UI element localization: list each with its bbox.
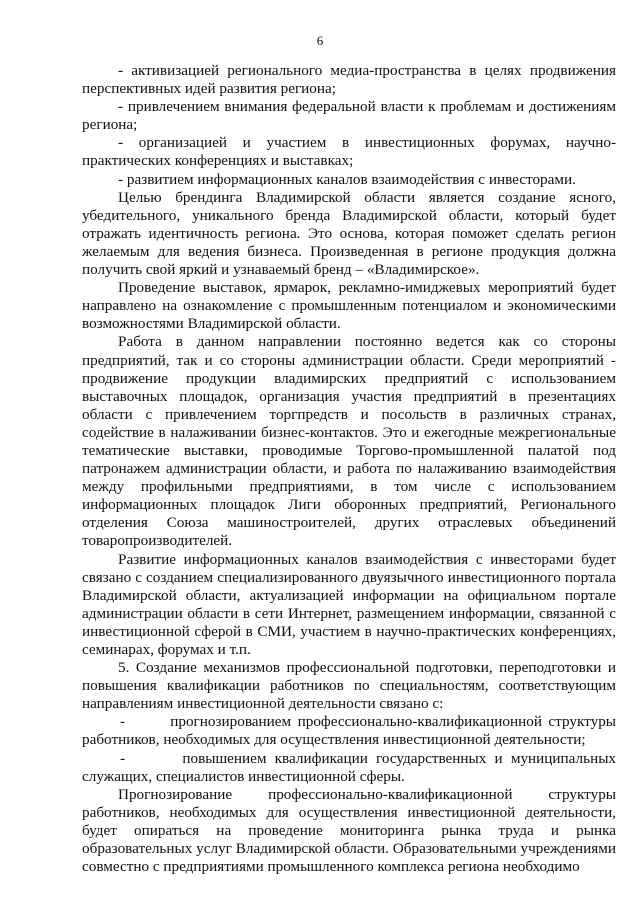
bullet-info-channels: - развитием информационных каналов взаимодействия с инвесторами. bbox=[118, 170, 576, 188]
bullet-media-space: - активизацией регионального медиа-пространства в целях продвижения перспективных идей развития региона; bbox=[82, 62, 616, 98]
bullet-forecasting: - прогнозированием профессионально-квалификационной структуры работников, необходимых для осуществления инвестиционной деятельности; bbox=[82, 713, 616, 749]
paragraph-work-direction: Работа в данном направлении постоянно ведется как со стороны предприятий, так и со стороны администрации области. Среди мероприятий - продвижение продукции владимирских предприятий с использованием выставочных площадок, организация участия предприятий в презентациях области с привлечением торгпредств и посольств в различных странах, содействие в налаживании бизнес-контактов. Это и ежегодные межрегиональные тематические выставки, проводимые Торгово-промышленной палатой под патронажем администрации области, и работа по налаживанию взаимодействия между профильными предприятиями, в том числе с использованием информационных площадок Лиги оборонных предприятий, Регионального отделения Союза машиностроителей, других отраслевых объединений товаропроизводителей. bbox=[82, 333, 616, 550]
paragraph-section-5: 5. Создание механизмов профессиональной подготовки, переподготовки и повышения квалификации работников по специальностям, соответствующим направлениям инвестиционной деятельности связано с: bbox=[82, 659, 616, 713]
paragraph-forecasting: Прогнозирование профессионально-квалификационной структуры работников, необходимых для осуществления инвестиционной деятельности, будет опираться на проведение мониторинга рынка труда и рынка образовательных услуг Владимирской области. Образовательными учреждениями совместно с предприятиями промышленного комплекса региона необходимо bbox=[82, 785, 616, 876]
body-text bbox=[82, 62, 616, 876]
paragraph-investor-channels: Развитие информационных каналов взаимодействия с инвесторами будет связано с созданием специализированного двуязычного инвестиционного портала Владимирской области, актуализацией информации на официальном портале администрации области в сети Интернет, размещением информации, связанной с инвестиционной сферой в СМИ, участием в научно-практических конференциях, семинарах, форумах и т.п. bbox=[82, 550, 616, 658]
bullet-federal-attention: - привлечением внимания федеральной власти к проблемам и достижениям региона; bbox=[82, 98, 616, 134]
paragraph-exhibitions: Проведение выставок, ярмарок, рекламно-имиджевых мероприятий будет направлено на ознакомление с промышленным потенциалом и экономическими возможностями Владимирской области. bbox=[82, 279, 616, 333]
paragraph-branding-goal: Целью брендинга Владимирской области является создание ясного, убедительного, уникального бренда Владимирской области, который будет отражать идентичность региона. Это основа, которая поможет сделать регион желаемым для ведения бизнеса. Произведенная в регионе продукция должна получить свой яркий и узнаваемый бренд – «Владимирское». bbox=[82, 188, 616, 279]
page-number: 6 bbox=[316, 33, 324, 48]
bullet-investment-forums: - организацией и участием в инвестиционных форумах, научно-практических конференциях и выставках; bbox=[82, 134, 616, 170]
bullet-qualification: - повышением квалификации государственных и муниципальных служащих, специалистов инвестиционной сферы. bbox=[82, 749, 616, 785]
